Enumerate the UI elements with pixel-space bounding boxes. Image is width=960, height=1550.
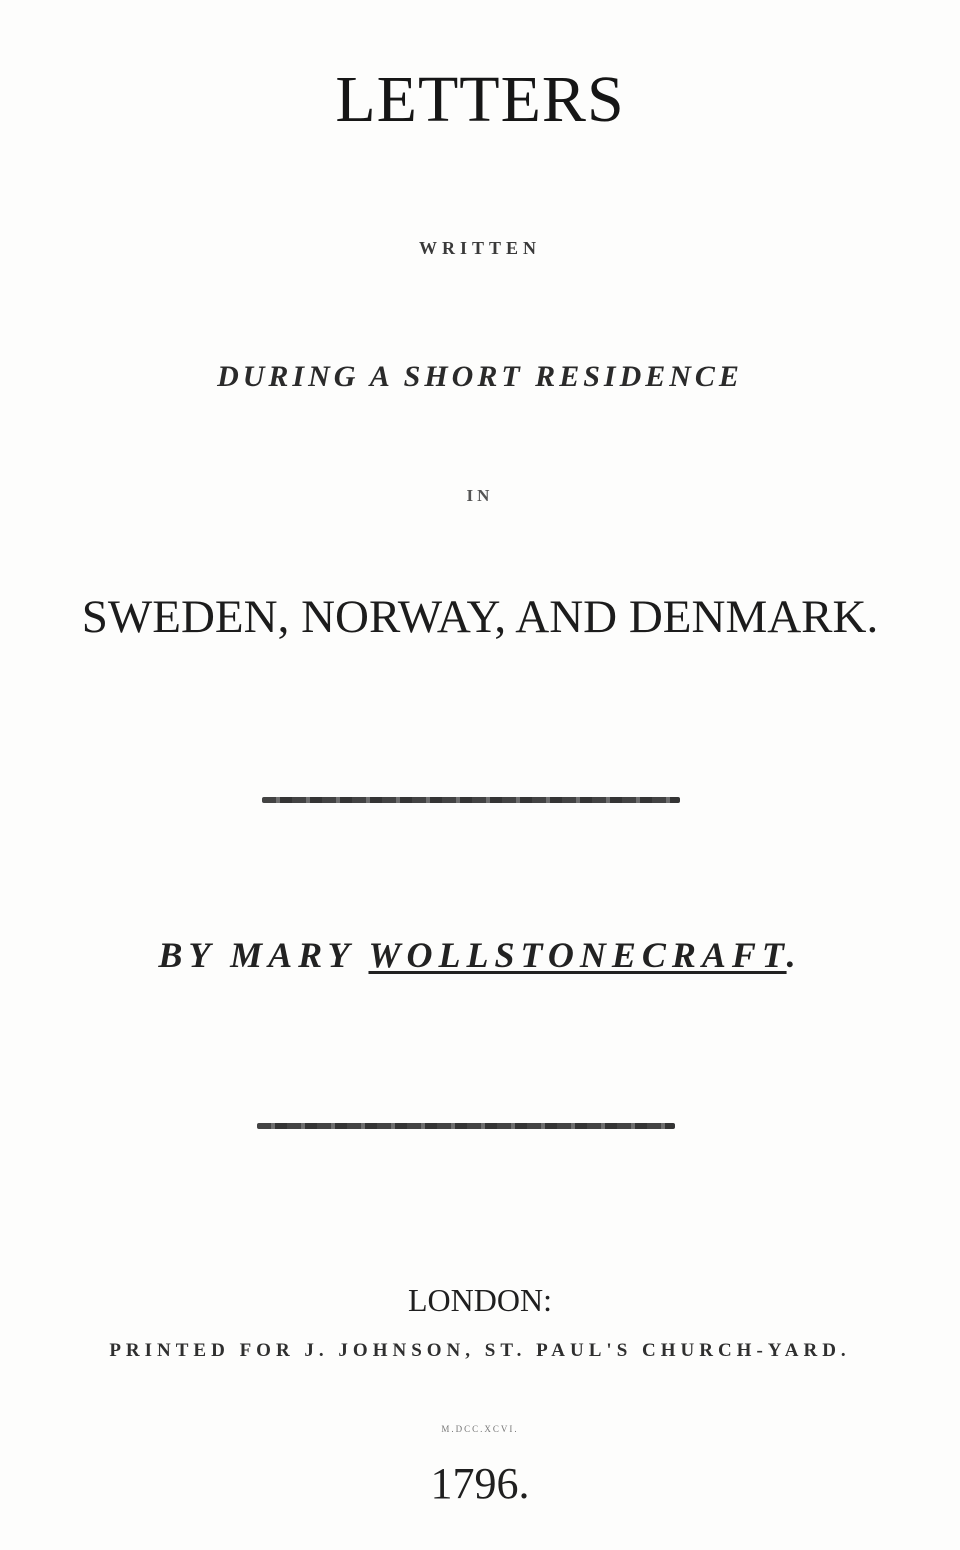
imprint-year: 1796.: [430, 1459, 530, 1508]
subtitle-countries: SWEDEN, NORWAY, AND DENMARK.: [81, 591, 879, 643]
author-suffix: .: [786, 935, 802, 975]
imprint-printer: PRINTED FOR J. JOHNSON, ST. PAUL'S CHURCH-YARD.: [109, 1340, 851, 1361]
ornamental-rule-top: [262, 797, 680, 803]
book-title: LETTERS: [335, 63, 625, 136]
imprint-edition-note: M.DCC.XCVI.: [441, 1424, 519, 1434]
imprint-place: LONDON:: [408, 1282, 552, 1318]
author-prefix: BY MARY: [158, 935, 369, 975]
author-surname: WOLLSTONECRAFT: [368, 935, 787, 975]
author-line: [0, 934, 960, 976]
ornamental-rule-bottom: [257, 1123, 675, 1129]
subtitle-in: IN: [466, 486, 494, 505]
subtitle-written: WRITTEN: [418, 238, 542, 258]
subtitle-during: DURING A SHORT RESIDENCE: [217, 360, 743, 393]
